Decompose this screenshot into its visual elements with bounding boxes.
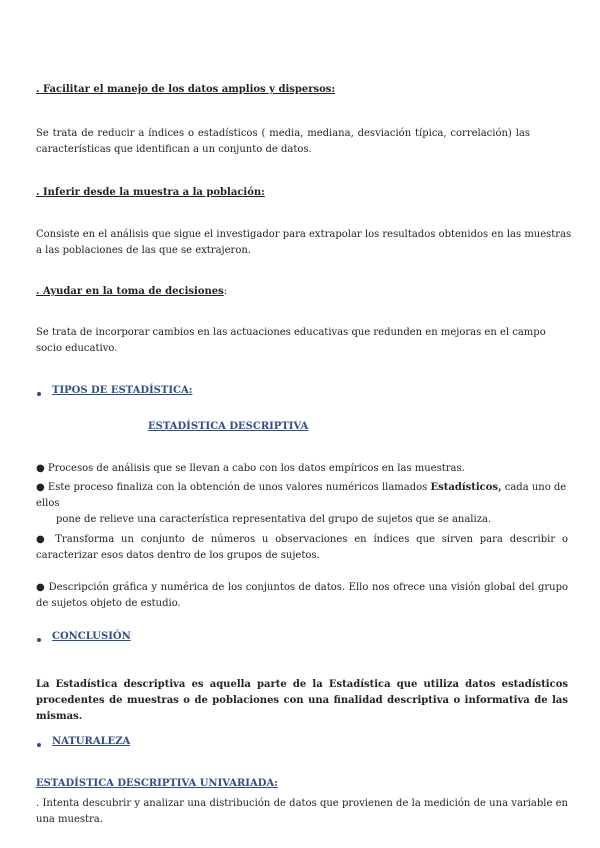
heading-inferir: . Inferir desde la muestra a la población: <box>36 187 265 198</box>
paragraph-inferir-line2: a las poblaciones de las que se extrajeron. <box>36 245 251 256</box>
bullet-dot-icon <box>37 392 41 396</box>
bullet-dot-icon <box>37 638 41 642</box>
paragraph-ayudar: Se trata de incorporar cambios en las actuaciones educativas que redunden en mejoras en el campo socio educativo. <box>36 327 546 354</box>
heading-descriptiva: ESTADÍSTICA DESCRIPTIVA <box>148 421 309 432</box>
bullet-item-2 <box>36 480 568 528</box>
heading-univariada: ESTADÍSTICA DESCRIPTIVA UNIVARIADA: <box>36 778 278 789</box>
heading-ayudar-colon: : <box>223 286 228 297</box>
heading-facilitar: . Facilitar el manejo de los datos amplios y dispersos: <box>36 84 336 95</box>
bullet-item-2-bold: Estadísticos, <box>430 482 502 493</box>
heading-ayudar <box>36 284 227 300</box>
heading-conclusion: CONCLUSIÓN <box>52 631 131 642</box>
heading-ayudar-text: . Ayudar en la toma de decisiones <box>36 286 224 297</box>
paragraph-inferir-line1: Consiste en el análisis que sigue el investigador para extrapolar los resultados obtenidos en las muestras <box>36 229 572 240</box>
bullet-item-1: ● Procesos de análisis que se llevan a cabo con los datos empíricos en las muestras. <box>36 463 465 474</box>
bullet-item-3: ● Transforma un conjunto de números u observaciones en índices que sirven para describir o caracterizar esos datos dentro de los grupos de sujetos. <box>36 534 568 561</box>
bullet-item-2-pre: ● Este proceso finaliza con la obtención de unos valores numéricos llamados <box>36 482 431 493</box>
heading-tipos: TIPOS DE ESTADÍSTICA: <box>52 385 193 396</box>
heading-naturaleza: NATURALEZA <box>52 736 131 747</box>
bullet-item-2-post: cada uno de ellos <box>36 482 567 509</box>
bullet-item-4: ● Descripción gráfica y numérica de los conjuntos de datos. Ello nos ofrece una visión global del grupo de sujetos objeto de estudio. <box>36 582 568 609</box>
paragraph-univariada: . Intenta descubrir y analizar una distribución de datos que provienen de la medición de una variable en una muestra. <box>36 798 568 825</box>
paragraph-facilitar: Se trata de reducir a índices o estadísticos ( media, mediana, desviación típica, correlación) las características que identifican a un conjunto de datos. <box>36 128 530 155</box>
paragraph-conclusion: La Estadística descriptiva es aquella parte de la Estadística que utiliza datos estadísticos procedentes de muestras o de poblaciones con una finalidad descriptiva o informativa de las mismas. <box>36 679 568 722</box>
bullet-dot-icon <box>37 743 41 747</box>
bullet-item-2-line2: pone de relieve una característica representativa del grupo de sujetos que se analiza. <box>56 514 492 525</box>
